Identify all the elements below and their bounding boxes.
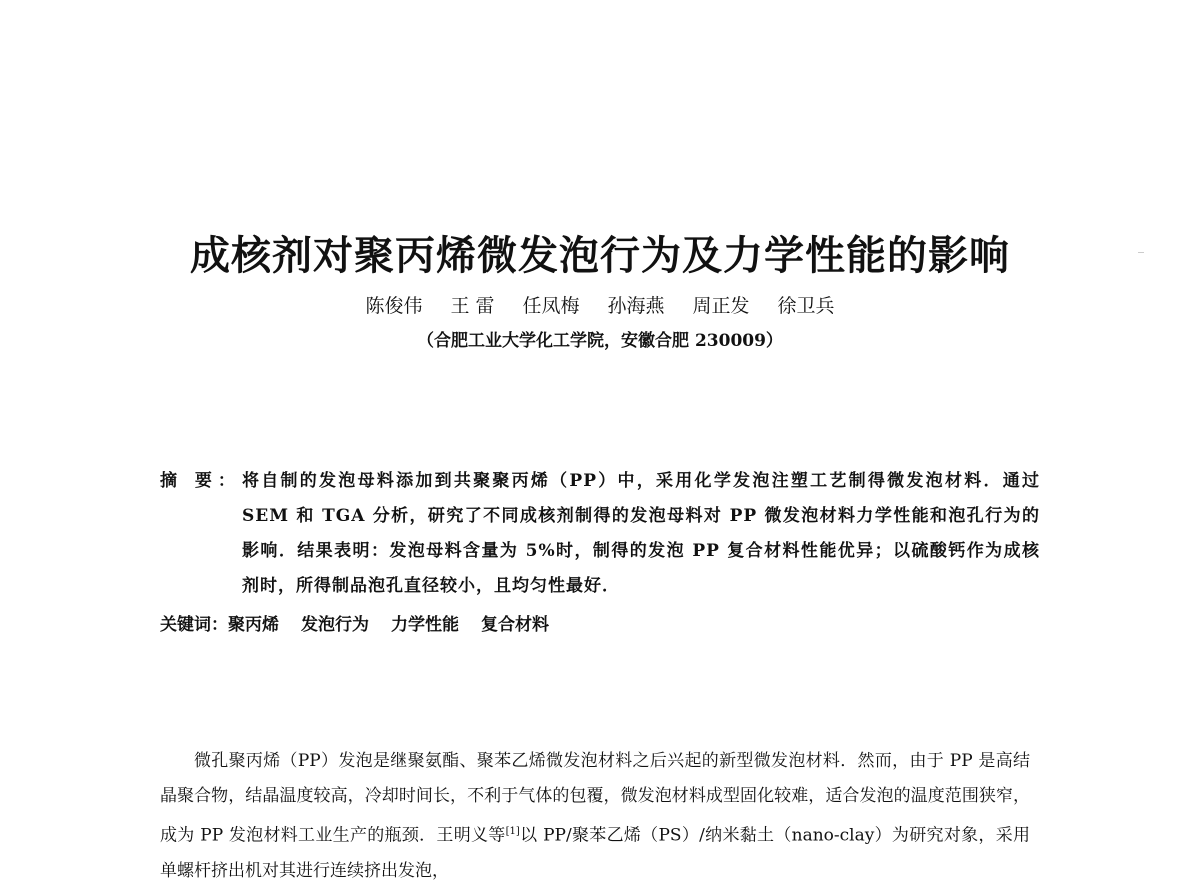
keywords-section [160,610,1040,640]
author-list [0,292,1200,320]
author-name: 周正发 [692,295,750,317]
body-text-end: 以 PP/聚苯乙烯（PS）/纳米黏土（nano-clay）为研究对象，采用单螺杆挤出机对其进行连续挤出发泡， [160,825,1031,881]
body-paragraph [160,744,1030,889]
keyword: 力学性能 [391,615,459,635]
author-name: 孙海燕 [607,295,665,317]
keyword: 发泡行为 [301,615,369,635]
author-affiliation: （合肥工业大学化工学院，安徽合肥 230009） [417,331,783,351]
abstract-label: 摘 要： [160,471,241,491]
keyword: 复合材料 [481,615,549,635]
body-text-start: 微孔聚丙烯（PP）发泡是继聚氨酯、聚苯乙烯微发泡材料之后兴起的新型微发泡材料．然而，由于 PP 是高结晶聚合物，结晶温度较高，冷却时间长，不利于气体的包覆，微发泡材料成型固化较难，适合发泡的温度范围狭窄，成为 PP 发泡材料工业生产的瓶颈．王明义等 [160,751,1030,846]
keyword: 聚丙烯 [228,615,279,635]
citation-ref: [1] [505,826,520,837]
abstract-section [160,464,1040,604]
author-name: 徐卫兵 [777,295,835,317]
abstract-body: 将自制的发泡母料添加到共聚聚丙烯（PP）中，采用化学发泡注塑工艺制得微发泡材料．通过 SEM 和 TGA 分析，研究了不同成核剂制得的发泡母料对 PP 微发泡材料力学性能和泡孔行为的影响．结果表明：发泡母料含量为 5%时，制得的发泡 PP 复合材料性能优异；以硫酸钙作为成核剂时，所得制品泡孔直径较小，且均匀性最好． [242,471,1040,596]
abstract-text [242,464,1040,604]
body-text [160,744,1030,889]
author-name: 任凤梅 [522,295,580,317]
author-name: 陈俊伟 [365,295,423,317]
author-name: 王 雷 [450,295,495,317]
keywords-label: 关键词： [160,615,228,635]
paper-title: 成核剂对聚丙烯微发泡行为及力学性能的影响 [190,233,1010,279]
